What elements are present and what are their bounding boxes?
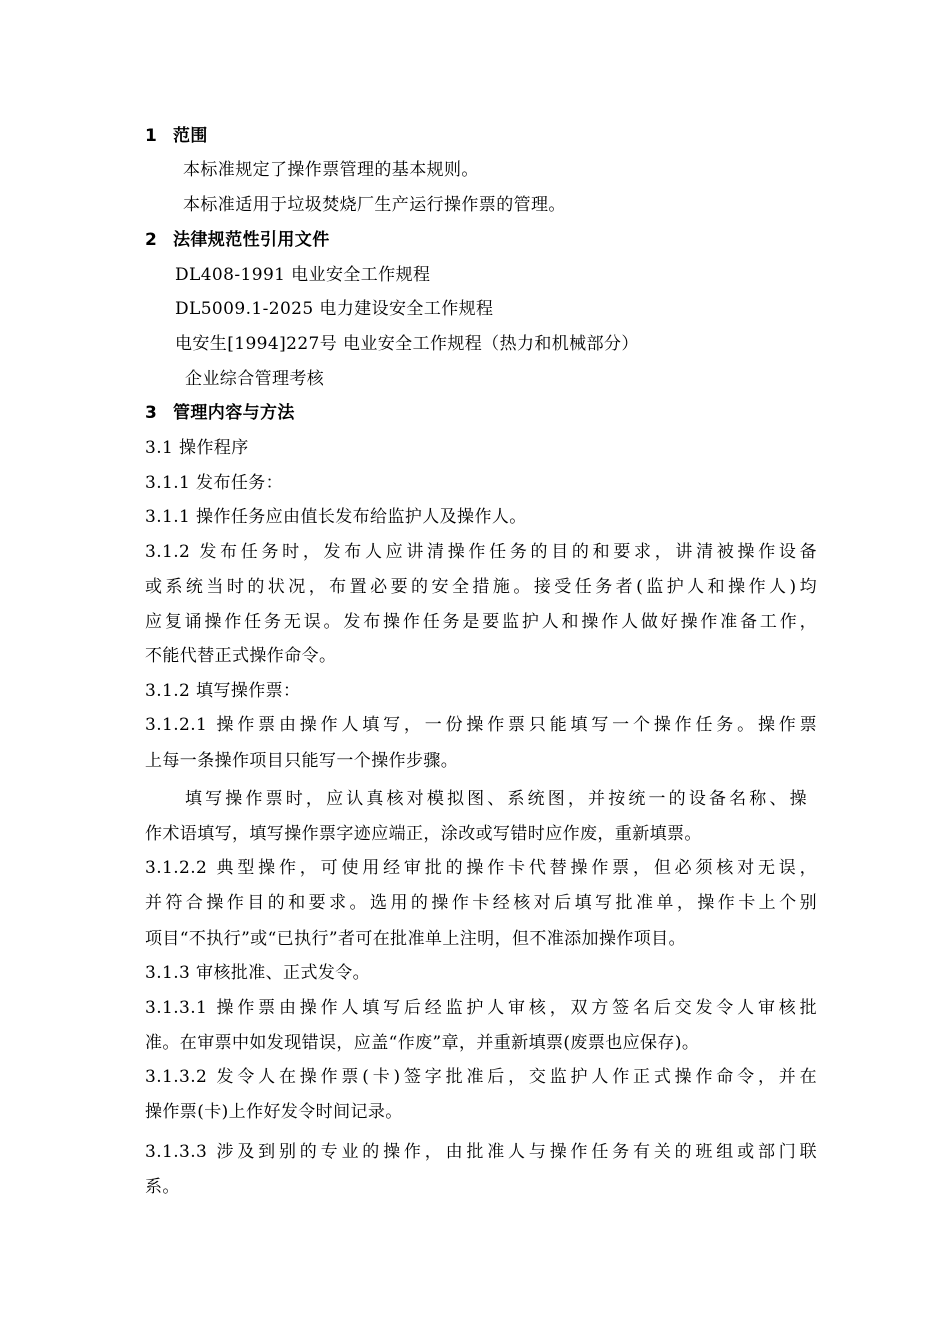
reference-item: 电安生[1994]227号 电业安全工作规程（热力和机械部分） bbox=[175, 334, 639, 354]
section-heading-1 bbox=[145, 125, 208, 147]
subsection-heading: 3.1.2 填写操作票： bbox=[145, 681, 301, 701]
paragraph-line: 并符合操作目的和要求。选用的操作卡经核对后填写批准单，操作卡上个别 bbox=[145, 893, 817, 913]
section-number: 3 bbox=[145, 403, 158, 423]
paragraph-line: 操作票(卡)上作好发令时间记录。 bbox=[145, 1102, 403, 1122]
paragraph-line: 项目“不执行”或“已执行”者可在批准单上注明，但不准添加操作项目。 bbox=[145, 929, 686, 949]
paragraph-line: 3.1.3.1 操作票由操作人填写后经监护人审核，双方签名后交发令人审核批 bbox=[145, 998, 817, 1018]
paragraph-line: 上每一条操作项目只能写一个操作步骤。 bbox=[145, 751, 459, 771]
section-heading-3 bbox=[145, 402, 295, 424]
section-heading-2 bbox=[145, 229, 330, 251]
paragraph-line: 系。 bbox=[145, 1177, 180, 1197]
reference-item: DL5009.1-2025 电力建设安全工作规程 bbox=[175, 299, 494, 319]
subsection-heading: 3.1.3 审核批准、正式发令。 bbox=[145, 963, 371, 983]
paragraph-line: 本标准适用于垃圾焚烧厂生产运行操作票的管理。 bbox=[183, 195, 566, 215]
section-title: 范围 bbox=[173, 126, 208, 146]
section-number: 2 bbox=[145, 230, 158, 250]
reference-item: DL408-1991 电业安全工作规程 bbox=[175, 265, 431, 285]
paragraph-line: 3.1.3.3 涉及到别的专业的操作，由批准人与操作任务有关的班组或部门联 bbox=[145, 1142, 817, 1162]
paragraph-line: 3.1.3.2 发令人在操作票(卡)签字批准后，交监护人作正式操作命令，并在 bbox=[145, 1067, 817, 1087]
paragraph-line: 3.1.2.2 典型操作，可使用经审批的操作卡代替操作票，但必须核对无误， bbox=[145, 858, 817, 878]
paragraph-line: 3.1.1 操作任务应由值长发布给监护人及操作人。 bbox=[145, 507, 527, 527]
paragraph-line: 应复诵操作任务无误。发布操作任务是要监护人和操作人做好操作准备工作， bbox=[145, 612, 817, 632]
paragraph-line: 3.1.2.1 操作票由操作人填写，一份操作票只能填写一个操作任务。操作票 bbox=[145, 715, 817, 735]
paragraph-line: 不能代替正式操作命令。 bbox=[145, 646, 337, 666]
subsection-heading: 3.1 操作程序 bbox=[145, 438, 249, 458]
reference-item: 企业综合管理考核 bbox=[185, 369, 325, 389]
subsection-heading: 3.1.1 发布任务： bbox=[145, 473, 284, 493]
section-title: 法律规范性引用文件 bbox=[173, 230, 330, 250]
paragraph-line: 填写操作票时，应认真核对模拟图、系统图，并按统一的设备名称、操 bbox=[185, 789, 807, 809]
section-title: 管理内容与方法 bbox=[173, 403, 295, 423]
paragraph-line: 准。在审票中如发现错误，应盖“作废”章，并重新填票(废票也应保存)。 bbox=[145, 1033, 700, 1053]
paragraph-line: 或系统当时的状况，布置必要的安全措施。接受任务者(监护人和操作人)均 bbox=[145, 577, 817, 597]
paragraph-line: 本标准规定了操作票管理的基本规则。 bbox=[183, 160, 479, 180]
section-number: 1 bbox=[145, 126, 158, 146]
paragraph-line: 作术语填写，填写操作票字迹应端正，涂改或写错时应作废，重新填票。 bbox=[145, 824, 702, 844]
paragraph-line: 3.1.2 发布任务时，发布人应讲清操作任务的目的和要求，讲清被操作设备 bbox=[145, 542, 817, 562]
